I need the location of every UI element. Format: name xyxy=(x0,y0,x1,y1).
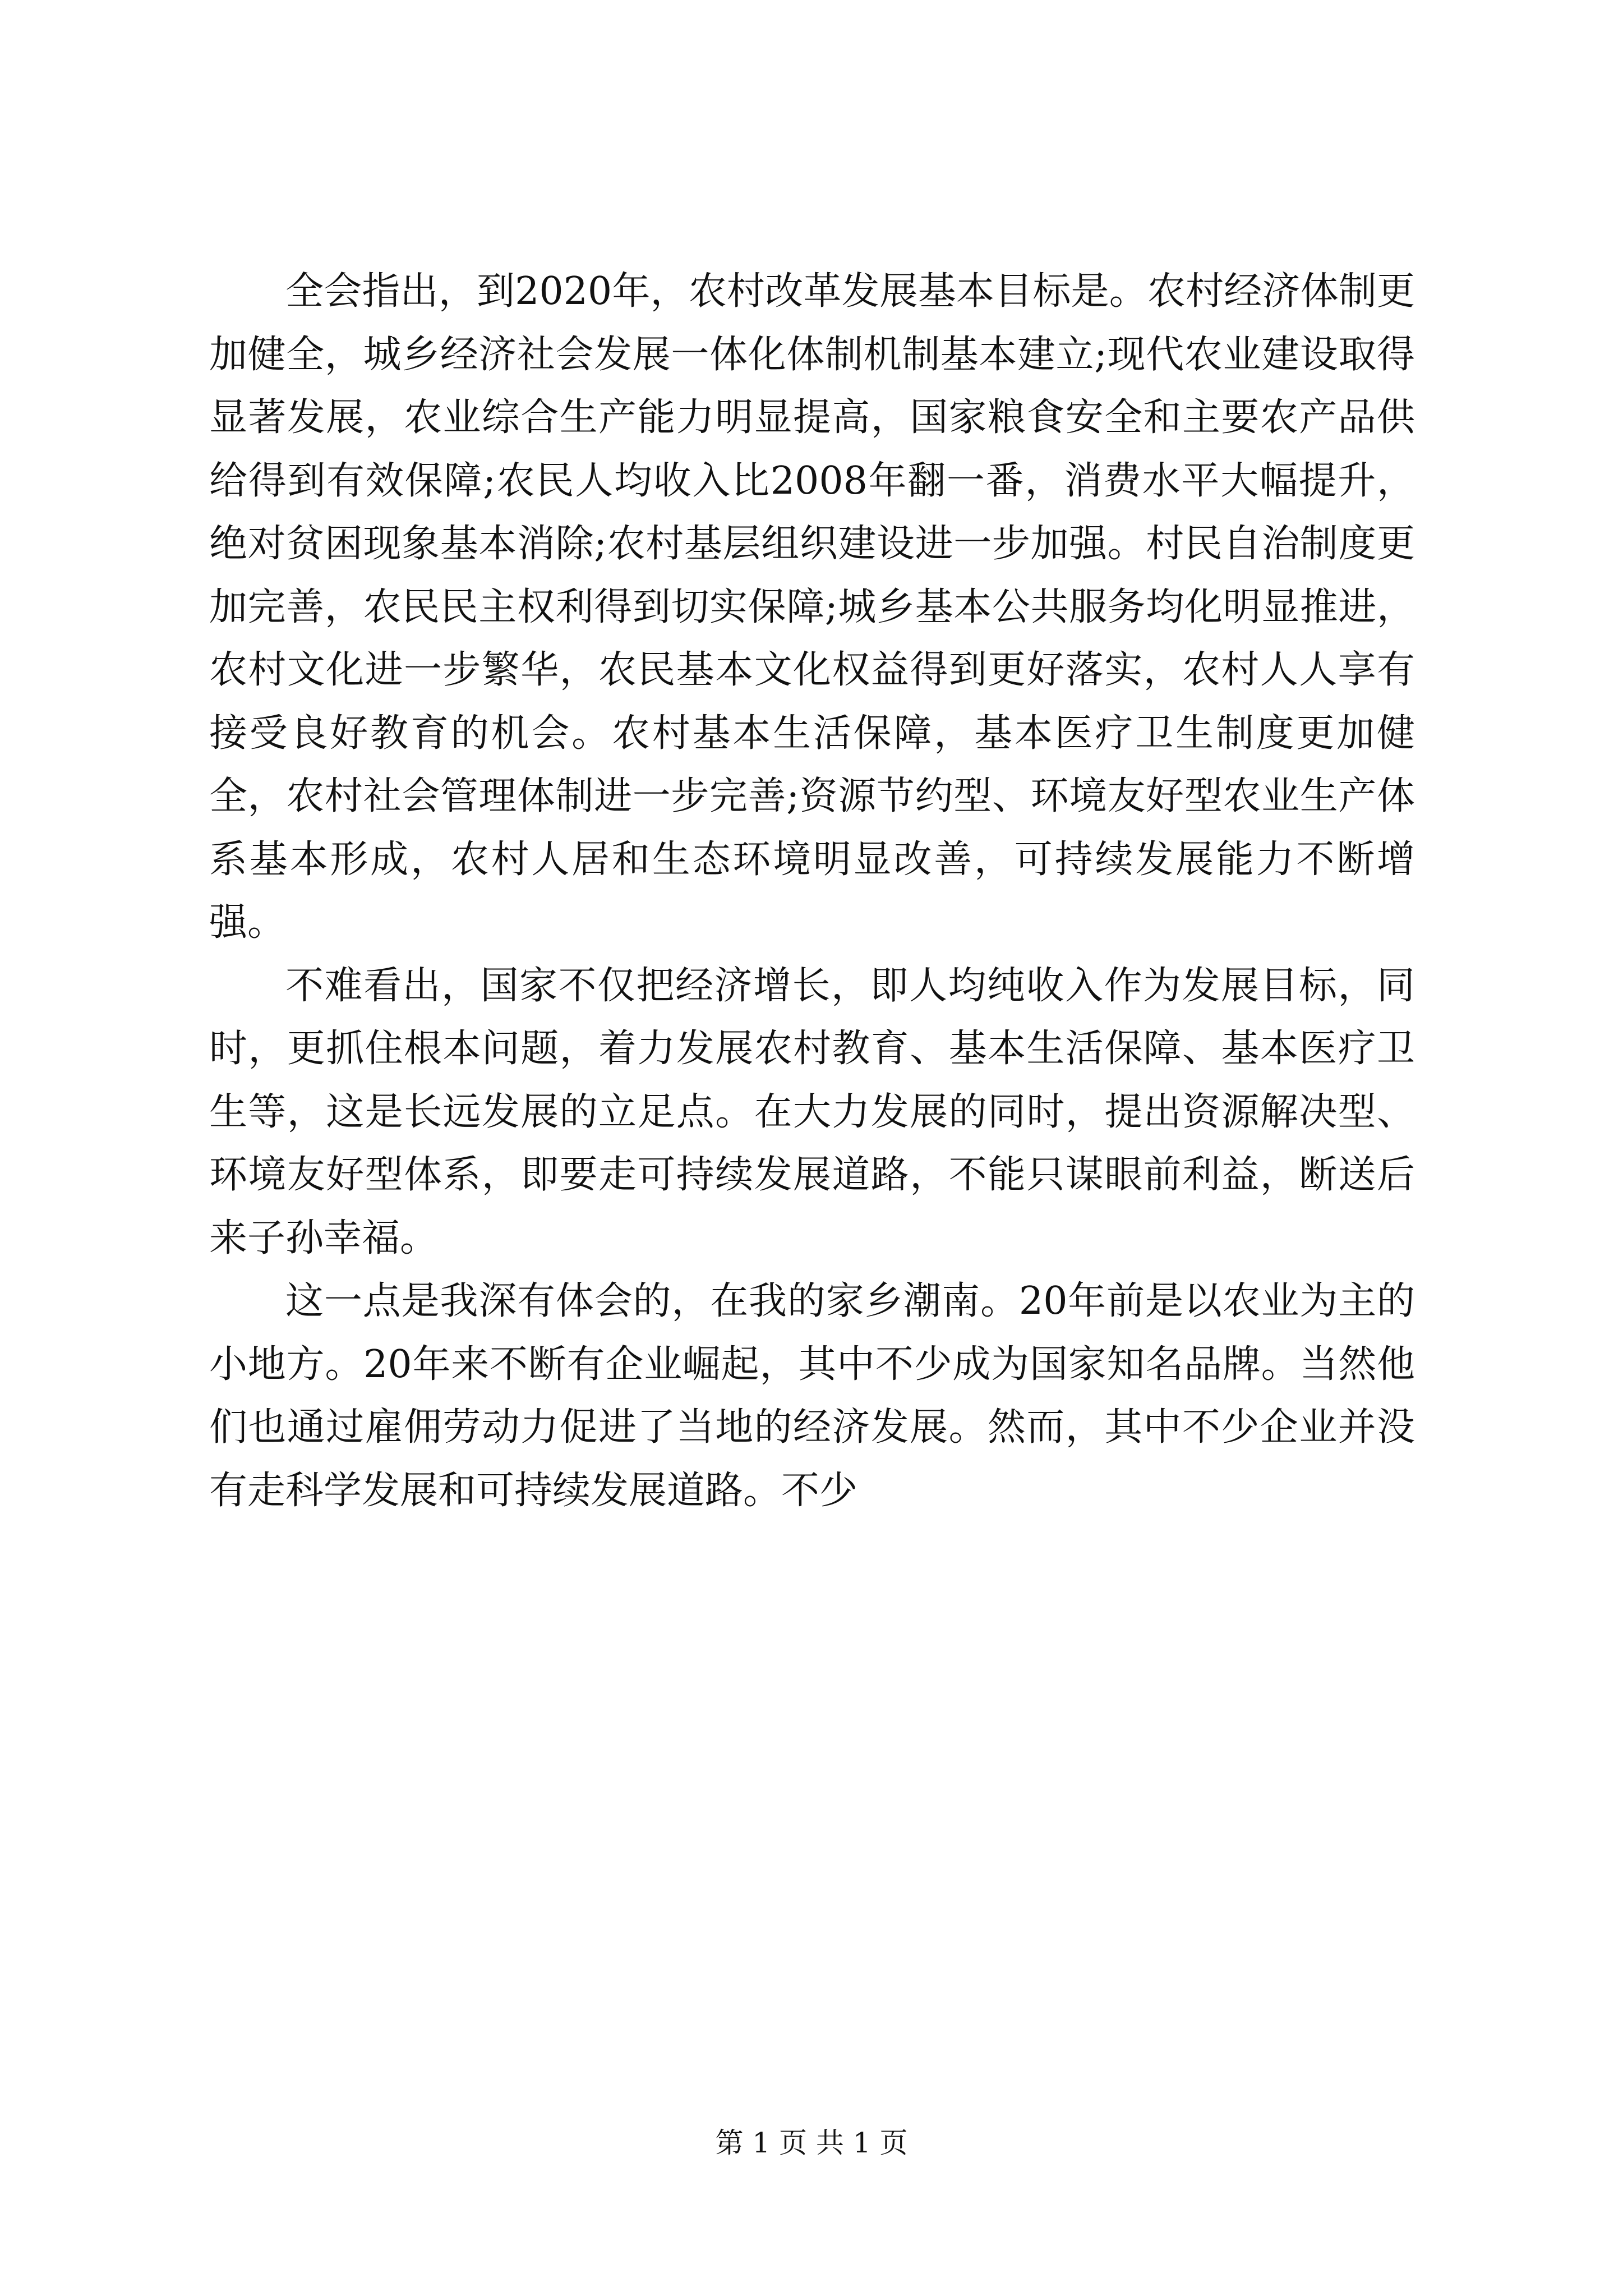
paragraph-3: 这一点是我深有体会的，在我的家乡潮南。20年前是以农业为主的小地方。20年来不断有企业崛起，其中不少成为国家知名品牌。当然他们也通过雇佣劳动力促进了当地的经济发展。然而，其中不少企业并没有走科学发展和可持续发展道路。不少 xyxy=(209,1279,1415,1513)
paragraph-2: 不难看出，国家不仅把经济增长，即人均纯收入作为发展目标，同时，更抓住根本问题，着力发展农村教育、基本生活保障、基本医疗卫生等，这是长远发展的立足点。在大力发展的同时，提出资源解决型、环境友好型体系，即要走可持续发展道路，不能只谋眼前利益，断送后来子孙幸福。 xyxy=(209,963,1415,1260)
document-body xyxy=(209,260,1415,1522)
page-footer: 第 1 页 共 1 页 xyxy=(715,2127,908,2159)
paragraph-1: 全会指出，到2020年，农村改革发展基本目标是。农村经济体制更加健全，城乡经济社会发展一体化体制机制基本建立;现代农业建设取得显著发展，农业综合生产能力明显提高，国家粮食安全和主要农产品供给得到有效保障;农民人均收入比2008年翻一番，消费水平大幅提升，绝对贫困现象基本消除;农村基层组织建设进一步加强。村民自治制度更加完善，农民民主权利得到切实保障;城乡基本公共服务均化明显推进，农村文化进一步繁华，农民基本文化权益得到更好落实，农村人人享有接受良好教育的机会。农村基本生活保障，基本医疗卫生制度更加健全，农村社会管理体制进一步完善;资源节约型、环境友好型农业生产体系基本形成，农村人居和生态环境明显改善，可持续发展能力不断增强。 xyxy=(209,269,1415,945)
